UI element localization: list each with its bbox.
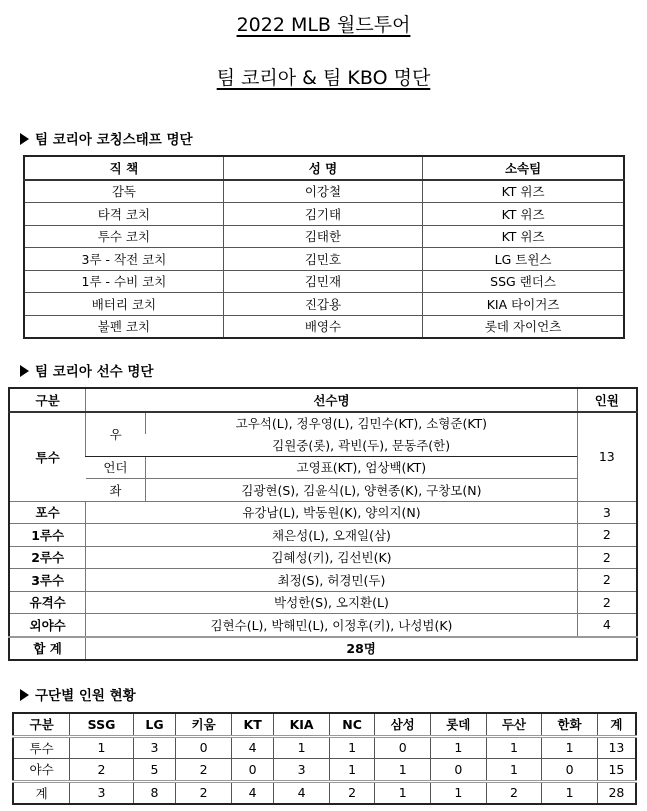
players-cell: 최정(S), 허경민(두) xyxy=(86,569,577,592)
count-cell: 0 xyxy=(176,736,232,759)
team-cell: LG 트윈스 xyxy=(423,248,624,271)
column-header: 삼성 xyxy=(375,713,431,736)
position-cell: 외야수 xyxy=(9,614,86,637)
count-cell: 1 xyxy=(542,781,598,804)
count-cell: 13 xyxy=(597,736,636,759)
table-row xyxy=(13,759,636,782)
count-cell: 2 xyxy=(486,781,542,804)
count-cell: 13 xyxy=(577,412,637,502)
count-cell: 2 xyxy=(176,759,232,782)
table-row xyxy=(9,546,637,569)
table-row xyxy=(9,569,637,592)
table-row xyxy=(24,248,624,271)
count-cell: 2 xyxy=(70,759,134,782)
position-cell: 2루수 xyxy=(9,546,86,569)
count-cell: 2 xyxy=(329,781,375,804)
position-cell: 3루수 xyxy=(9,569,86,592)
count-cell: 2 xyxy=(577,546,637,569)
table-row xyxy=(24,315,624,338)
team-cell: KT 위즈 xyxy=(423,203,624,226)
count-cell: 3 xyxy=(274,759,329,782)
count-cell: 2 xyxy=(577,569,637,592)
table-header-row xyxy=(24,156,624,180)
count-cell: 2 xyxy=(577,524,637,547)
count-cell: 0 xyxy=(375,736,431,759)
position-cell: 투수 xyxy=(9,412,86,502)
table-row xyxy=(9,479,637,502)
name-cell: 김기태 xyxy=(223,203,422,226)
column-header: SSG xyxy=(70,713,134,736)
count-cell: 1 xyxy=(329,736,375,759)
table-row xyxy=(24,180,624,203)
name-cell: 김민호 xyxy=(223,248,422,271)
triangle-bullet-icon xyxy=(20,689,29,701)
players-cell: 김혜성(키), 김선빈(K) xyxy=(86,546,577,569)
role-cell: 타격 코치 xyxy=(24,203,223,226)
pitcher-type-cell: 언더 xyxy=(86,456,146,479)
players-table xyxy=(8,387,638,661)
count-cell: 1 xyxy=(486,736,542,759)
column-header: 키움 xyxy=(176,713,232,736)
players-cell: 김현수(L), 박해민(L), 이정후(키), 나성범(K) xyxy=(86,614,577,637)
count-cell: 1 xyxy=(431,781,487,804)
role-cell: 감독 xyxy=(24,180,223,203)
count-cell: 0 xyxy=(231,759,274,782)
players-cell: 김원중(롯), 곽빈(두), 문동주(한) xyxy=(146,434,578,456)
count-cell: 1 xyxy=(486,759,542,782)
stats-section-heading: 구단별 인원 현황 xyxy=(20,684,136,704)
table-row xyxy=(24,203,624,226)
total-row xyxy=(13,781,636,804)
column-header: 직 책 xyxy=(24,156,223,180)
column-header: 두산 xyxy=(486,713,542,736)
column-header: 성 명 xyxy=(223,156,422,180)
players-cell: 채은성(L), 오재일(삼) xyxy=(86,524,577,547)
table-row xyxy=(9,591,637,614)
count-cell: 4 xyxy=(274,781,329,804)
triangle-bullet-icon xyxy=(20,133,29,145)
total-row xyxy=(9,637,637,661)
team-cell: KT 위즈 xyxy=(423,180,624,203)
name-cell: 배영수 xyxy=(223,315,422,338)
table-row xyxy=(9,501,637,524)
count-cell: 3 xyxy=(70,781,134,804)
count-cell: 0 xyxy=(431,759,487,782)
document-title: 2022 MLB 월드투어 xyxy=(236,14,411,36)
role-cell: 투수 코치 xyxy=(24,225,223,248)
players-cell: 유강남(L), 박동원(K), 양의지(N) xyxy=(86,501,577,524)
count-cell: 1 xyxy=(329,759,375,782)
column-header: KT xyxy=(231,713,274,736)
team-cell: KIA 타이거즈 xyxy=(423,293,624,316)
count-cell: 2 xyxy=(577,591,637,614)
table-row xyxy=(9,412,637,435)
name-cell: 이강철 xyxy=(223,180,422,203)
column-header: NC xyxy=(329,713,375,736)
pitcher-type-cell: 좌 xyxy=(86,479,146,502)
count-cell: 1 xyxy=(375,781,431,804)
column-header: 소속팀 xyxy=(423,156,624,180)
count-cell: 0 xyxy=(542,759,598,782)
name-cell: 진갑용 xyxy=(223,293,422,316)
role-cell: 불펜 코치 xyxy=(24,315,223,338)
count-cell: 2 xyxy=(176,781,232,804)
total-value: 28명 xyxy=(86,637,637,661)
column-header: KIA xyxy=(274,713,329,736)
table-row xyxy=(13,736,636,759)
position-cell: 1루수 xyxy=(9,524,86,547)
coaching-section-heading: 팀 코리아 코칭스태프 명단 xyxy=(20,128,193,148)
players-cell: 김광현(S), 김윤식(L), 양현종(K), 구창모(N) xyxy=(146,479,578,502)
column-header: 한화 xyxy=(542,713,598,736)
count-cell: 4 xyxy=(577,614,637,637)
position-cell: 유격수 xyxy=(9,591,86,614)
players-section-heading: 팀 코리아 선수 명단 xyxy=(20,360,153,380)
column-header: 인원 xyxy=(577,388,637,412)
table-header-row xyxy=(9,388,637,412)
document-subtitle: 팀 코리아 & 팀 KBO 명단 xyxy=(216,67,431,89)
name-cell: 김태한 xyxy=(223,225,422,248)
count-cell: 1 xyxy=(431,736,487,759)
role-cell: 1루 - 수비 코치 xyxy=(24,270,223,293)
count-cell: 1 xyxy=(70,736,134,759)
name-cell: 김민재 xyxy=(223,270,422,293)
count-cell: 8 xyxy=(133,781,176,804)
row-label: 야수 xyxy=(13,759,70,782)
count-cell: 1 xyxy=(542,736,598,759)
count-cell: 15 xyxy=(597,759,636,782)
count-cell: 28 xyxy=(597,781,636,804)
column-header: 계 xyxy=(597,713,636,736)
total-label: 합 계 xyxy=(9,637,86,661)
role-cell: 배터리 코치 xyxy=(24,293,223,316)
coaching-staff-table xyxy=(23,155,625,339)
team-cell: KT 위즈 xyxy=(423,225,624,248)
column-header: 구분 xyxy=(13,713,70,736)
players-cell: 박성한(S), 오지환(L) xyxy=(86,591,577,614)
column-header: 선수명 xyxy=(86,388,577,412)
triangle-bullet-icon xyxy=(20,365,29,377)
position-cell: 포수 xyxy=(9,501,86,524)
column-header: LG xyxy=(133,713,176,736)
count-cell: 3 xyxy=(133,736,176,759)
table-row xyxy=(24,225,624,248)
table-row xyxy=(24,293,624,316)
count-cell: 1 xyxy=(375,759,431,782)
team-cell: 롯데 자이언츠 xyxy=(423,315,624,338)
count-cell: 3 xyxy=(577,501,637,524)
column-header: 구분 xyxy=(9,388,86,412)
team-count-table xyxy=(12,712,637,805)
column-header: 롯데 xyxy=(431,713,487,736)
count-cell: 4 xyxy=(231,781,274,804)
players-cell: 고영표(KT), 엄상백(KT) xyxy=(146,456,578,479)
pitcher-type-cell: 우 xyxy=(86,412,146,457)
table-row xyxy=(24,270,624,293)
players-cell: 고우석(L), 정우영(L), 김민수(KT), 소형준(KT) xyxy=(146,412,578,435)
table-row xyxy=(9,524,637,547)
table-header-row xyxy=(13,713,636,736)
count-cell: 1 xyxy=(274,736,329,759)
count-cell: 5 xyxy=(133,759,176,782)
table-row xyxy=(9,614,637,637)
row-label: 계 xyxy=(13,781,70,804)
team-cell: SSG 랜더스 xyxy=(423,270,624,293)
role-cell: 3루 - 작전 코치 xyxy=(24,248,223,271)
row-label: 투수 xyxy=(13,736,70,759)
count-cell: 4 xyxy=(231,736,274,759)
table-row xyxy=(9,456,637,479)
